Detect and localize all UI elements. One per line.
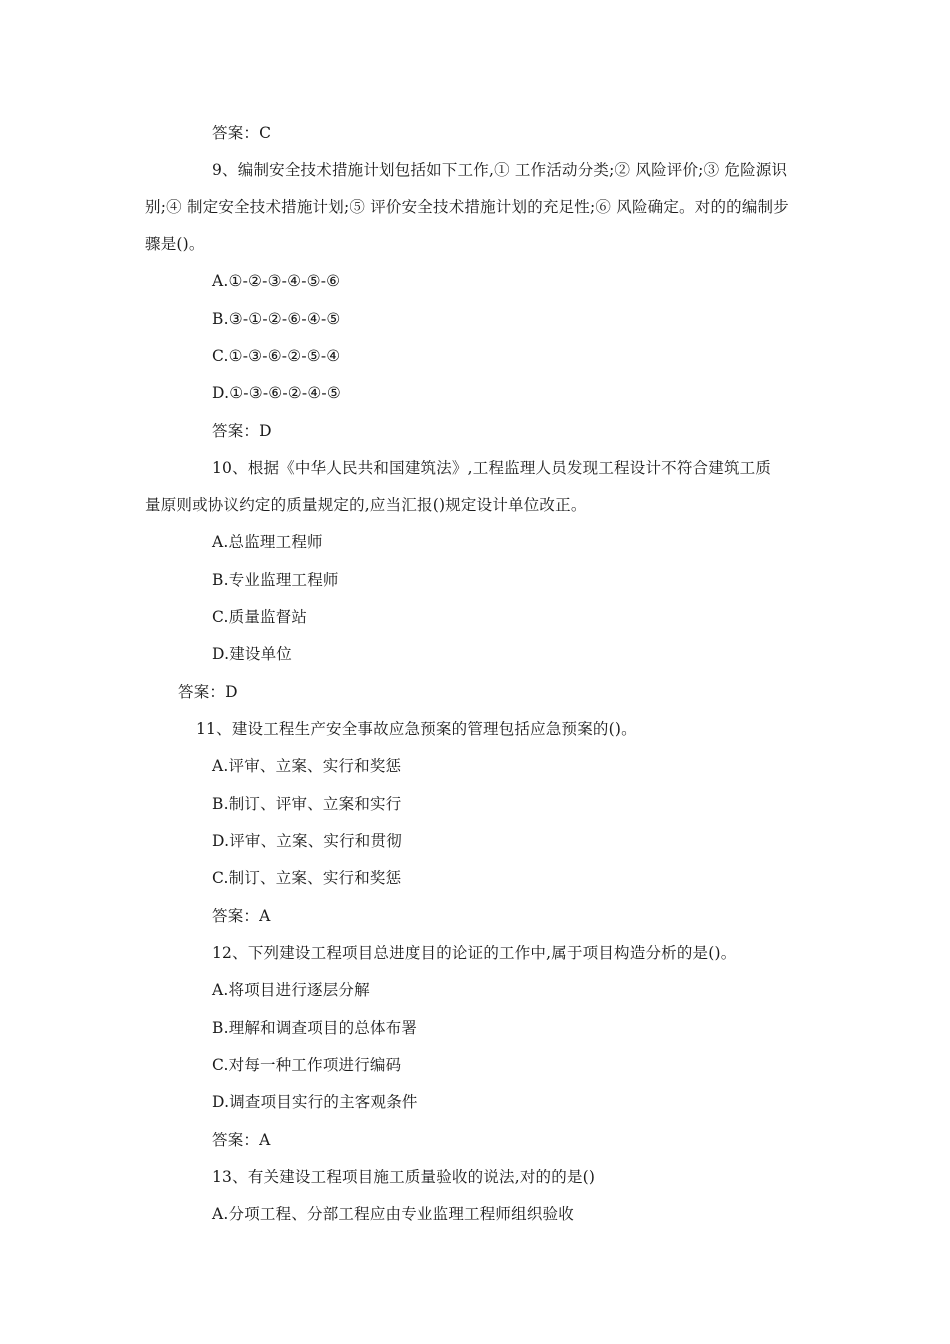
q9-stem-line-1: 9、编制安全技术措施计划包括如下工作,① 工作活动分类;② 风险评价;③ 危险源识 bbox=[212, 161, 788, 179]
q9-option-a: A.①-②-③-④-⑤-⑥ bbox=[212, 272, 341, 290]
q10-stem-line-1: 10、根据《中华人民共和国建筑法》,工程监理人员发现工程设计不符合建筑工质 bbox=[212, 459, 772, 477]
q9-option-b: B.③-①-②-⑥-④-⑤ bbox=[212, 310, 341, 328]
q9-answer: 答案：D bbox=[212, 422, 272, 440]
q13-option-a: A.分项工程、分部工程应由专业监理工程师组织验收 bbox=[212, 1205, 574, 1223]
q10-option-b: B.专业监理工程师 bbox=[212, 571, 339, 589]
q10-stem-line-2: 量原则或协议约定的质量规定的,应当汇报()规定设计单位改正。 bbox=[145, 496, 587, 514]
q11-stem: 11、建设工程生产安全事故应急预案的管理包括应急预案的()。 bbox=[196, 720, 637, 738]
q9-option-d: D.①-③-⑥-②-④-⑤ bbox=[212, 384, 341, 402]
q11-option-b: B.制订、评审、立案和实行 bbox=[212, 795, 402, 813]
q12-option-c: C.对每一种工作项进行编码 bbox=[212, 1056, 402, 1074]
q12-stem: 12、下列建设工程项目总进度目的论证的工作中,属于项目构造分析的是()。 bbox=[212, 944, 737, 962]
q10-option-c: C.质量监督站 bbox=[212, 608, 308, 626]
q12-option-d: D.调查项目实行的主客观条件 bbox=[212, 1093, 418, 1111]
q12-option-a: A.将项目进行逐层分解 bbox=[212, 981, 370, 999]
q10-option-a: A.总监理工程师 bbox=[212, 533, 323, 551]
q12-answer: 答案：A bbox=[212, 1131, 271, 1149]
q9-option-c: C.①-③-⑥-②-⑤-④ bbox=[212, 347, 341, 365]
q9-stem-line-2: 别;④ 制定安全技术措施计划;⑤ 评价安全技术措施计划的充足性;⑥ 风险确定。对的的编制步 bbox=[145, 198, 789, 216]
q10-option-d: D.建设单位 bbox=[212, 645, 293, 663]
q8-answer: 答案：C bbox=[212, 124, 272, 142]
q13-stem: 13、有关建设工程项目施工质量验收的说法,对的的是() bbox=[212, 1168, 596, 1186]
q9-stem-line-3: 骤是()。 bbox=[145, 235, 205, 253]
q12-option-b: B.理解和调查项目的总体布署 bbox=[212, 1019, 418, 1037]
q10-answer: 答案：D bbox=[178, 683, 238, 701]
q11-option-d: D.评审、立案、实行和贯彻 bbox=[212, 832, 402, 850]
q11-option-c: C.制订、立案、实行和奖惩 bbox=[212, 869, 402, 887]
q11-answer: 答案：A bbox=[212, 907, 271, 925]
q11-option-a: A.评审、立案、实行和奖惩 bbox=[212, 757, 402, 775]
